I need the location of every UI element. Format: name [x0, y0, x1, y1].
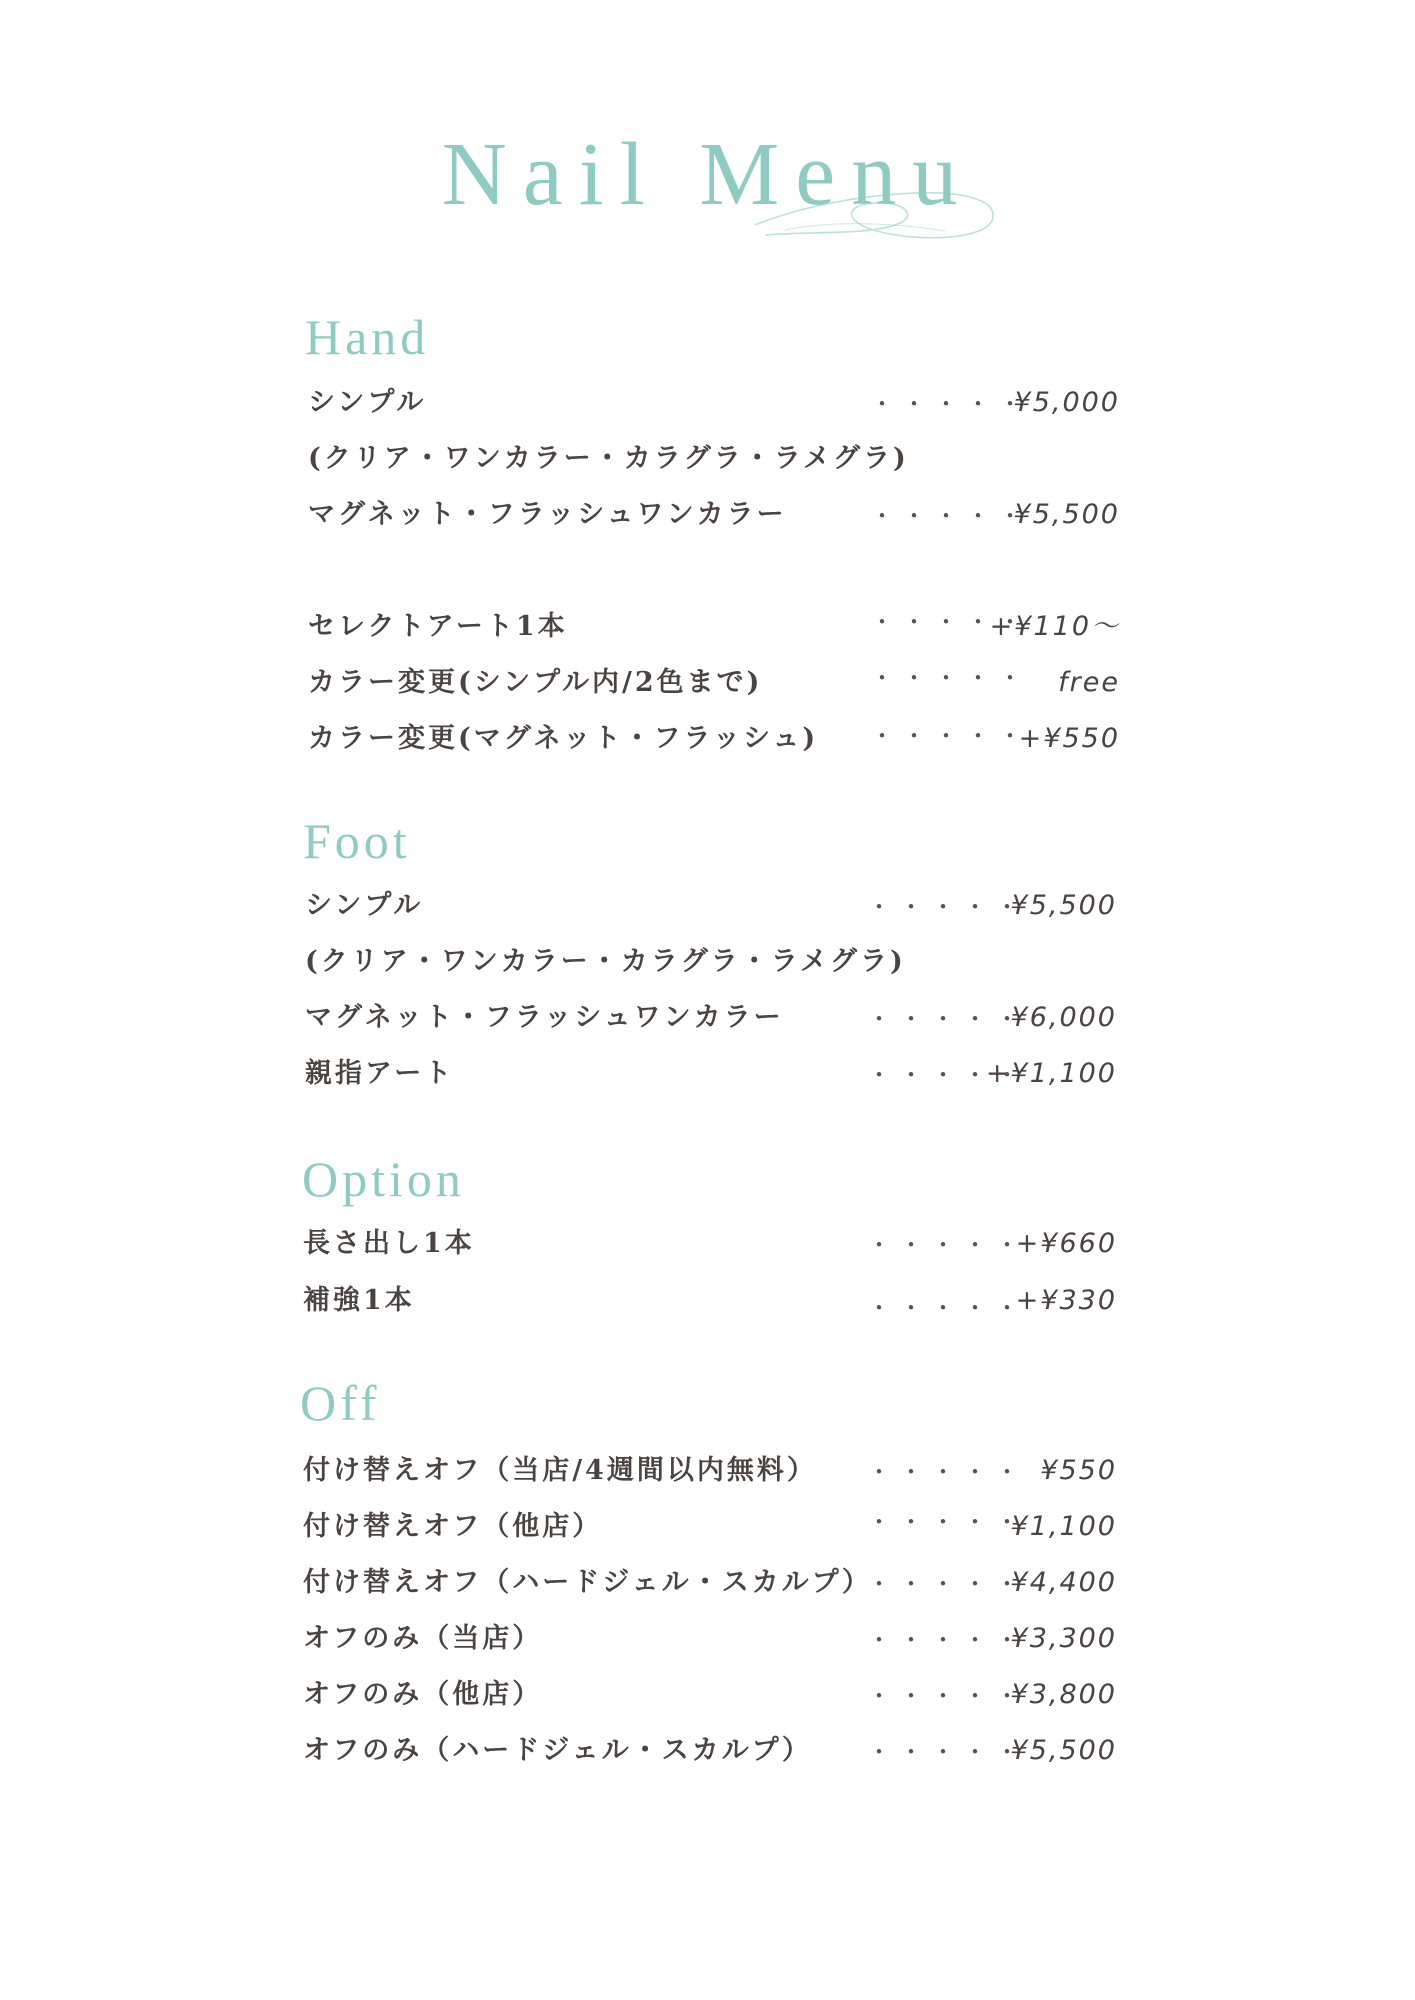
section-title-foot: Foot: [303, 813, 411, 869]
item-label: セレクトアート1本: [308, 611, 568, 642]
item-price: +¥660: [1015, 1228, 1117, 1259]
section-title-off: Off: [300, 1375, 381, 1431]
item-label: 補強1本: [303, 1285, 415, 1316]
item-label: 付け替えオフ（他店）: [303, 1511, 603, 1542]
item-label: マグネット・フラッシュワンカラー: [308, 499, 787, 530]
item-price: +¥1,100: [985, 1058, 1117, 1089]
item-label: カラー変更(マグネット・フラッシュ): [308, 723, 819, 754]
leader-dots: ・・・・・: [870, 722, 1030, 750]
item-price: ¥550: [1040, 1455, 1117, 1486]
item-price: ¥5,500: [1010, 1735, 1117, 1766]
leader-dots: ・・・・・: [867, 893, 1027, 921]
item-label: カラー変更(シンプル内/2色まで): [308, 667, 763, 698]
item-label: シンプル: [308, 387, 427, 418]
item-label: マグネット・フラッシュワンカラー: [305, 1002, 784, 1033]
leader-dots: ・・・・・: [870, 390, 1030, 418]
leader-dots: ・・・・・: [867, 1458, 1027, 1486]
leader-dots: ・・・・・: [867, 1294, 1027, 1322]
item-price: ¥5,000: [1013, 387, 1120, 418]
item-price: ¥6,000: [1010, 1002, 1117, 1033]
item-price: ¥3,800: [1010, 1679, 1117, 1710]
item-price: ¥4,400: [1010, 1567, 1117, 1598]
item-price: free: [1058, 667, 1120, 698]
item-price: ¥5,500: [1010, 890, 1117, 921]
leader-dots: ・・・・・: [867, 1570, 1027, 1598]
page-title: Nail Menu: [441, 125, 974, 224]
item-label: オフのみ（他店）: [303, 1679, 543, 1710]
item-label: 長さ出し1本: [303, 1228, 475, 1259]
leader-dots: ・・・・・: [867, 1626, 1027, 1654]
item-price: +¥110〜: [989, 611, 1120, 642]
leader-dots: ・・・・・: [867, 1682, 1027, 1710]
leader-dots: ・・・・・: [867, 1508, 1027, 1536]
item-label: 親指アート: [305, 1058, 455, 1089]
item-price: ¥3,300: [1010, 1623, 1117, 1654]
item-price: +¥550: [1018, 723, 1120, 754]
item-price: ¥1,100: [1010, 1511, 1117, 1542]
item-label: (クリア・ワンカラー・カラグラ・ラメグラ): [305, 946, 906, 977]
section-title-hand: Hand: [305, 309, 430, 365]
item-label: 付け替えオフ（ハードジェル・スカルプ）: [303, 1567, 872, 1598]
item-label: 付け替えオフ（当店/4週間以内無料）: [303, 1455, 817, 1486]
item-label: (クリア・ワンカラー・カラグラ・ラメグラ): [308, 443, 909, 474]
leader-dots: ・・・・・: [867, 1231, 1027, 1259]
leader-dots: ・・・・・: [870, 502, 1030, 530]
item-price: ¥5,500: [1013, 499, 1120, 530]
leader-dots: ・・・・・: [867, 1005, 1027, 1033]
title-swash-ornament: [745, 165, 1005, 255]
section-title-option: Option: [302, 1151, 465, 1207]
leader-dots: ・・・・・: [870, 664, 1030, 692]
item-price: +¥330: [1015, 1285, 1117, 1316]
item-label: オフのみ（当店）: [303, 1623, 543, 1654]
leader-dots: ・・・・・: [867, 1738, 1027, 1766]
leader-dots: ・・・・・: [867, 1061, 1027, 1089]
item-label: シンプル: [305, 890, 424, 921]
leader-dots: ・・・・・: [870, 608, 1030, 636]
item-label: オフのみ（ハードジェル・スカルプ）: [303, 1735, 812, 1766]
